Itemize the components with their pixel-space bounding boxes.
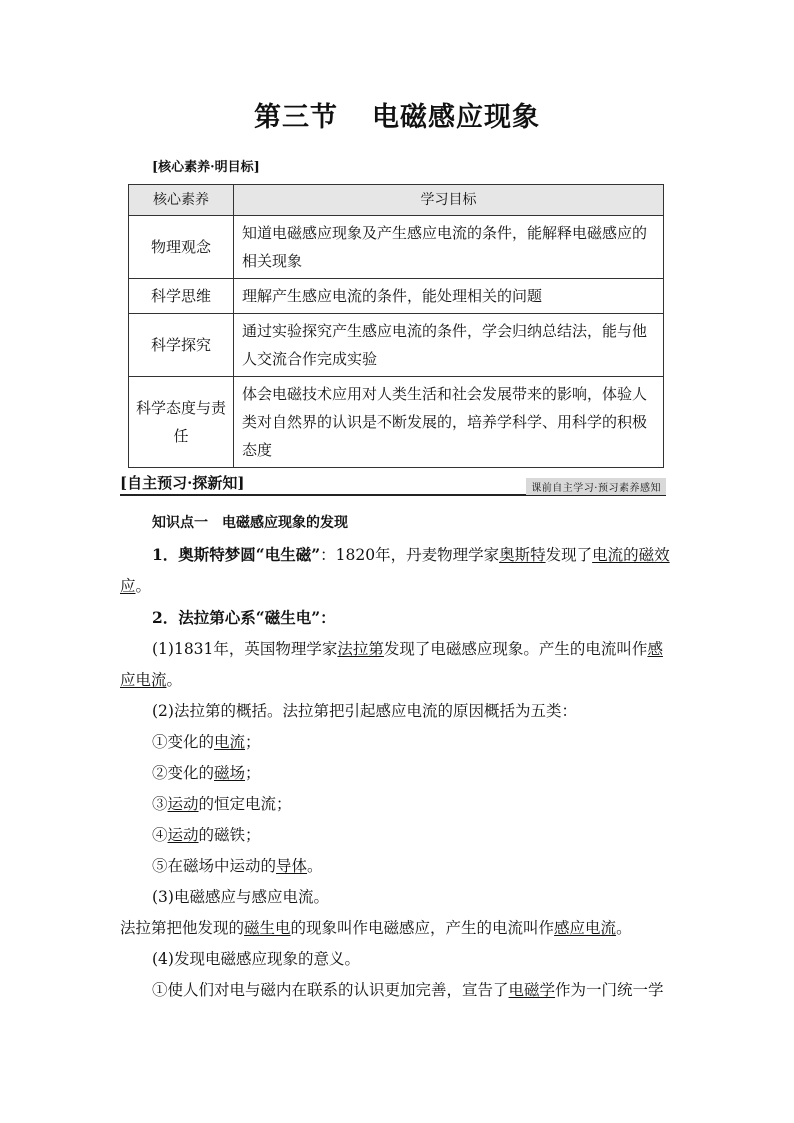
table-header: 学习目标 xyxy=(234,185,664,216)
table-header: 核心素养 xyxy=(129,185,234,216)
section-tag: 课前自主学习·预习素养感知 xyxy=(526,478,666,495)
goals-table xyxy=(128,184,664,468)
page-title xyxy=(0,95,794,134)
table-row xyxy=(129,279,664,314)
section-title: [自主预习·探新知] xyxy=(120,474,245,492)
table-cell-value: 理解产生感应电流的条件，能处理相关的问题 xyxy=(234,279,664,314)
table-cell-key: 科学探究 xyxy=(129,314,234,377)
table-cell-key: 物理观念 xyxy=(129,216,234,279)
knowledge-point-heading: 知识点一 电磁感应现象的发现 xyxy=(152,515,348,531)
list-item: ⑤在磁场中运动的导体。 xyxy=(152,857,323,875)
paragraph: (3)电磁感应与感应电流。 xyxy=(152,888,329,906)
table-header-row xyxy=(129,185,664,216)
paragraph: (1)1831年，英国物理学家法拉第发现了电磁感应现象。产生的电流叫作感应电流。 xyxy=(120,640,663,689)
table-row xyxy=(129,314,664,377)
list-item: ④运动的磁铁； xyxy=(152,826,261,844)
table-cell-value: 体会电磁技术应用对人类生活和社会发展带来的影响，体验人类对自然界的认识是不断发展的，培养学科学、用科学的积极态度 xyxy=(234,377,664,468)
paragraph: ①使人们对电与磁内在联系的认识更加完善，宣告了电磁学作为一门统一学 xyxy=(152,981,664,999)
body-content xyxy=(120,507,676,1006)
section-number: 第三节 xyxy=(254,102,338,133)
paragraph: (4)发现电磁感应现象的意义。 xyxy=(152,950,360,968)
core-literacy-tag: [核心素养·明目标] xyxy=(152,160,260,175)
section-header xyxy=(120,472,666,496)
paragraph: (2)法拉第的概括。法拉第把引起感应电流的原因概括为五类： xyxy=(152,702,577,720)
paragraph: 1．奥斯特梦圆“电生磁”：1820年，丹麦物理学家奥斯特发现了电流的磁效应。 xyxy=(120,545,670,595)
table-cell-key: 科学思维 xyxy=(129,279,234,314)
paragraph: 法拉第把他发现的磁生电的现象叫作电磁感应，产生的电流叫作感应电流。 xyxy=(120,919,632,937)
list-item: ②变化的磁场； xyxy=(152,764,261,782)
list-item: ①变化的电流； xyxy=(152,733,261,751)
list-item: ③运动的恒定电流； xyxy=(152,795,292,813)
table-cell-value: 通过实验探究产生感应电流的条件，学会归纳总结法，能与他人交流合作完成实验 xyxy=(234,314,664,377)
section-name: 电磁感应现象 xyxy=(372,102,540,133)
paragraph: 2．法拉第心系“磁生电”： xyxy=(152,608,336,627)
table-cell-value: 知道电磁感应现象及产生感应电流的条件，能解释电磁感应的相关现象 xyxy=(234,216,664,279)
table-row xyxy=(129,216,664,279)
table-row xyxy=(129,377,664,468)
table-cell-key: 科学态度与责任 xyxy=(129,377,234,468)
